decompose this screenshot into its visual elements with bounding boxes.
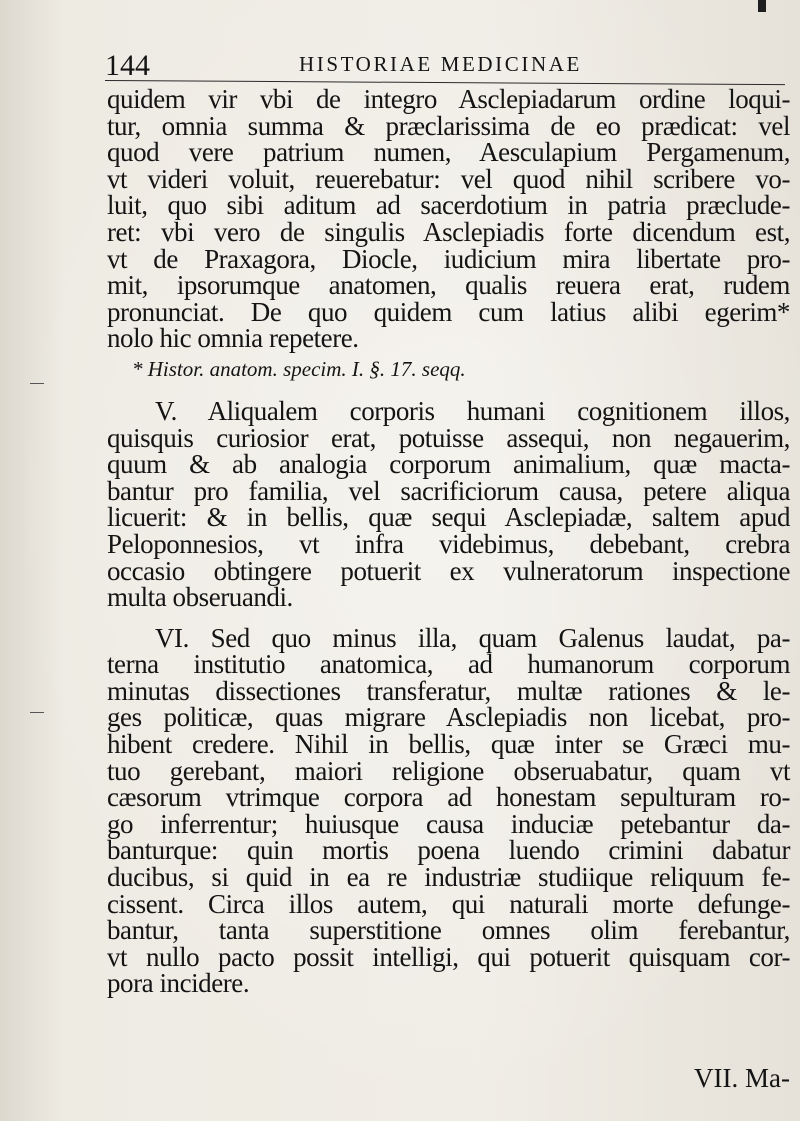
text-line: quisquis curiosior erat, potuisse assequi, non negauerim, [107, 422, 790, 453]
text-line: VI. Sed quo minus illa, quam Galenus laudat, pa- [155, 622, 790, 653]
text-line: ges politicæ, quas migrare Asclepiadis non licebat, pro- [107, 702, 790, 733]
text-line: vt videri voluit, reuerebatur: vel quod nihil scribere vo- [107, 163, 790, 194]
footnote: * Histor. anatom. specim. I. §. 17. seqq. [132, 356, 466, 381]
text-line: tuo gerebant, maiori religione obseruabatur, quam vt [107, 755, 790, 786]
text-line: terna institutio anatomica, ad humanorum corporum [107, 649, 790, 680]
text-line: go inferrentur; huiusque causa induciæ petebantur da- [107, 808, 790, 839]
text-line: luit, quo sibi aditum ad sacerdotium in patria præclude- [107, 190, 790, 221]
running-title: HISTORIAE MEDICINAE [299, 52, 582, 76]
text-line: minutas dissectiones transferatur, multæ rationes & le- [107, 675, 790, 706]
text-line: tur, omnia summa & præclarissima de eo prædicat: vel [107, 110, 790, 141]
text-line: nolo hic omnia repetere. [107, 323, 359, 354]
text-line: V. Aliqualem corporis humani cognitionem illos, [155, 395, 790, 426]
margin-tick [30, 383, 44, 384]
text-line: Peloponnesios, vt infra videbimus, debebant, crebra [107, 528, 790, 559]
paragraph-1 [107, 86, 790, 352]
text-line: cissent. Circa illos autem, qui naturali morte defunge- [107, 888, 790, 919]
body-text [107, 86, 790, 997]
page-number: 144 [105, 49, 150, 82]
text-line: quum & ab analogia corporum animalium, quæ macta- [107, 449, 790, 480]
text-line: pronunciat. De quo quidem cum latius alibi egerim* [107, 296, 790, 327]
text-line: ret: vbi vero de singulis Asclepiadis forte dicendum est, [107, 216, 790, 247]
margin-tick [30, 712, 44, 713]
text-line: quod vere patrium numen, Aesculapium Pergamenum, [107, 137, 790, 168]
text-line: occasio obtingere potuerit ex vulneratorum inspectione [107, 555, 790, 586]
paragraph-3 [107, 622, 790, 999]
text-line: bantur pro familia, vel sacrificiorum causa, petere aliqua [107, 475, 790, 506]
text-line: cæsorum vtrimque corpora ad honestam sepulturam ro- [107, 782, 790, 813]
ink-mark [758, 0, 766, 12]
text-line: quidem vir vbi de integro Asclepiadarum ordine loqui- [107, 84, 790, 114]
text-line: bantur, tanta superstitione omnes olim ferebantur, [107, 915, 790, 946]
text-line: vt nullo pacto possit intelligi, qui potuerit quisquam cor- [107, 941, 790, 972]
text-line: ducibus, si quid in ea re industriæ studiique reliquum fe- [107, 862, 790, 893]
text-line: mit, ipsorumque anatomen, qualis reuera erat, rudem [107, 270, 790, 301]
catchword: VII. Ma- [694, 1063, 790, 1093]
text-line: vt de Praxagora, Diocle, iudicium mira libertate pro- [107, 243, 790, 274]
text-line: licuerit: & in bellis, quæ sequi Asclepiadæ, saltem apud [107, 502, 790, 533]
text-line: pora incidere. [107, 968, 250, 999]
text-line: hibent credere. Nihil in bellis, quæ inter se Græci mu- [107, 729, 790, 760]
page-header [105, 44, 785, 80]
text-line: multa obseruandi. [107, 582, 293, 613]
paragraph-2 [107, 395, 790, 613]
text-line: banturque: quin mortis poena luendo crimini dabatur [107, 835, 790, 866]
